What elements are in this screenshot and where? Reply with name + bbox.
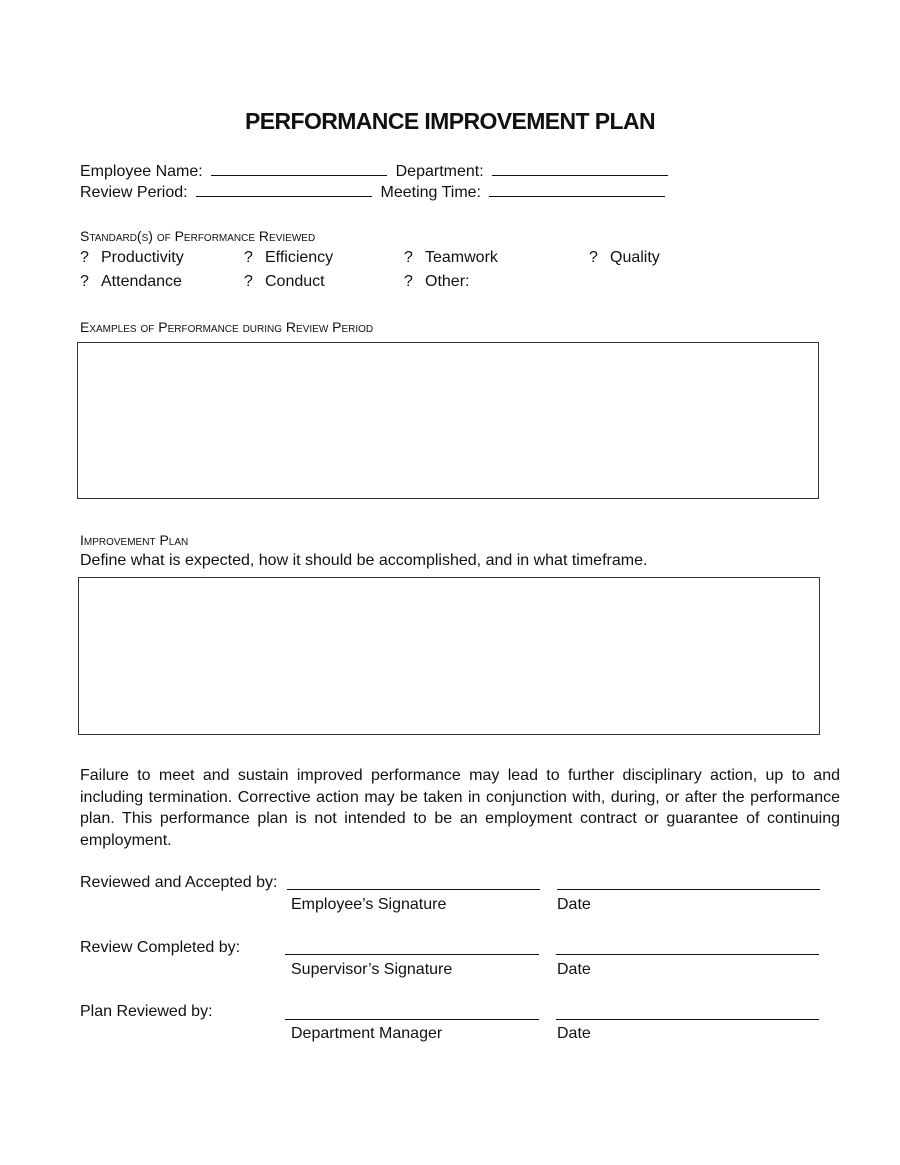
examples-textbox[interactable] [77, 342, 819, 499]
department-label: Department: [395, 163, 484, 180]
plan-reviewed-label: Plan Reviewed by: [80, 1003, 213, 1020]
checkbox-marker: ? [244, 273, 253, 290]
department-field[interactable] [492, 161, 668, 176]
checkbox-marker: ? [589, 249, 598, 266]
meeting-time-field[interactable] [489, 182, 665, 197]
supervisor-signature-caption: Supervisor’s Signature [291, 961, 453, 978]
page-title: PERFORMANCE IMPROVEMENT PLAN [245, 108, 655, 134]
header-row-1 [80, 161, 668, 182]
meeting-time-label: Meeting Time: [380, 184, 481, 201]
checkbox-marker: ? [404, 249, 413, 266]
checkbox-conduct[interactable] [244, 272, 325, 292]
disclaimer-text: Failure to meet and sustain improved performance may lead to further disciplinary action, up to and including termination. Corrective action may be taken in conjunction with, during, or after the performance plan. This performance plan is not intended to be an employment contract or guarantee of continuing employment. [80, 767, 840, 849]
employee-signature-caption: Employee’s Signature [291, 896, 447, 913]
manager-date-caption: Date [557, 1025, 591, 1042]
supervisor-date-caption: Date [557, 961, 591, 978]
checkbox-productivity[interactable] [80, 248, 184, 268]
checkbox-label: Productivity [101, 249, 184, 266]
checkbox-label: Quality [610, 249, 660, 266]
checkbox-label: Teamwork [425, 249, 498, 266]
manager-signature-caption: Department Manager [291, 1025, 443, 1042]
checkbox-attendance[interactable] [80, 272, 182, 292]
checkbox-teamwork[interactable] [404, 248, 498, 268]
employee-name-field[interactable] [211, 161, 387, 176]
review-completed-label: Review Completed by: [80, 939, 241, 956]
checkbox-quality[interactable] [589, 248, 660, 268]
checkbox-other[interactable] [404, 272, 469, 292]
reviewed-accepted-label: Reviewed and Accepted by: [80, 874, 278, 891]
employee-signature-line[interactable] [287, 889, 540, 890]
checkbox-label: Attendance [101, 273, 182, 290]
checkbox-label: Conduct [265, 273, 325, 290]
manager-date-line[interactable] [556, 1019, 819, 1020]
review-period-label: Review Period: [80, 184, 188, 201]
manager-signature-line[interactable] [285, 1019, 539, 1020]
checkbox-efficiency[interactable] [244, 248, 333, 268]
employee-date-line[interactable] [557, 889, 820, 890]
improvement-heading: Improvement Plan [80, 532, 189, 548]
supervisor-date-line[interactable] [556, 954, 819, 955]
checkbox-marker: ? [80, 273, 89, 290]
review-period-field[interactable] [196, 182, 372, 197]
header-row-2 [80, 182, 665, 203]
standards-heading: Standard(s) of Performance Reviewed [80, 228, 316, 244]
checkbox-marker: ? [404, 273, 413, 290]
examples-heading: Examples of Performance during Review Period [80, 319, 374, 335]
checkbox-label: Efficiency [265, 249, 334, 266]
checkbox-marker: ? [244, 249, 253, 266]
checkbox-marker: ? [80, 249, 89, 266]
checkbox-label: Other: [425, 273, 470, 290]
employee-date-caption: Date [557, 896, 591, 913]
employee-name-label: Employee Name: [80, 163, 203, 180]
improvement-textbox[interactable] [78, 577, 820, 735]
supervisor-signature-line[interactable] [285, 954, 539, 955]
improvement-instruction: Define what is expected, how it should be accomplished, and in what timeframe. [80, 552, 648, 569]
